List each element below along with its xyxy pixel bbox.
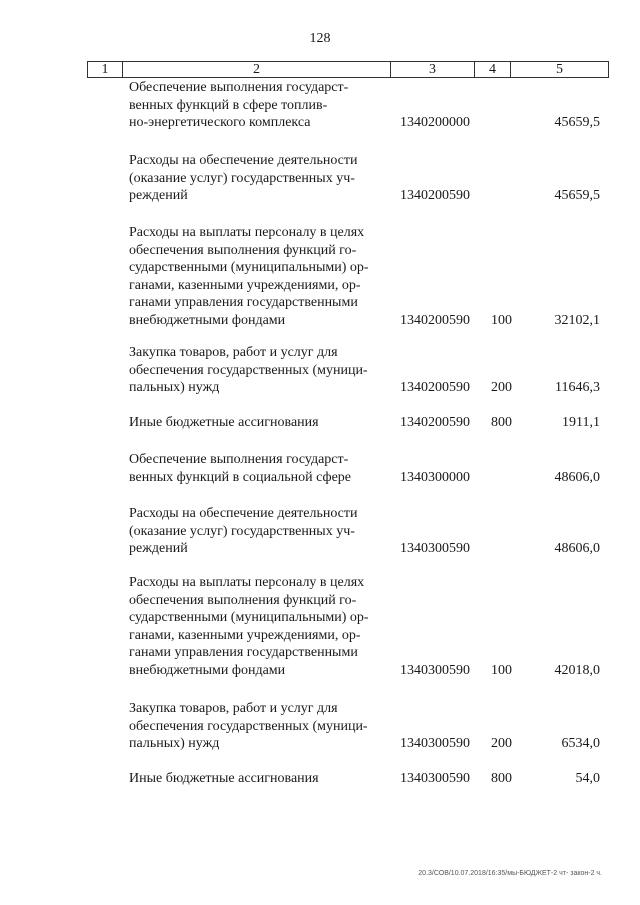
row-code: 1340200000 [400,115,470,130]
row-description: Расходы на выплаты персоналу в целях обеспечения выполнения функций го- сударственными (муниципальными) ор- ганами, казенными учреждениями, ор- ганами управления государственными внебюджетными фондами [129,225,369,328]
row-description: Обеспечение выполнения государст- венных функций в сфере топлив- но-энергетического комплекса [129,80,349,131]
row-code: 1340300590 [400,771,470,786]
row-amount: 48606,0 [554,541,600,556]
row-code: 1340200590 [400,313,470,328]
header-col-2: 2 [123,62,391,77]
row-amount: 45659,5 [554,188,600,203]
row-description: Расходы на выплаты персоналу в целях обеспечения выполнения функций го- сударственными (муниципальными) ор- ганами, казенными учреждениями, ор- ганами управления государственными внебюджетными фондами [129,575,369,678]
table-header [87,61,609,78]
row-amount: 42018,0 [554,663,600,678]
row-code: 1340200590 [400,380,470,395]
row-type: 800 [491,771,512,786]
header-col-4: 4 [475,62,511,77]
header-col-1: 1 [88,62,123,77]
row-description: Расходы на обеспечение деятельности (оказание услуг) государственных уч- реждений [129,506,358,557]
row-code: 1340200590 [400,188,470,203]
row-amount: 54,0 [575,771,600,786]
row-type: 200 [491,380,512,395]
row-amount: 6534,0 [561,736,600,751]
row-code: 1340300590 [400,663,470,678]
row-amount: 1911,1 [562,415,600,430]
row-type: 200 [491,736,512,751]
row-code: 1340300590 [400,541,470,556]
row-description: Иные бюджетные ассигнования [129,415,319,430]
row-code: 1340200590 [400,415,470,430]
row-amount: 45659,5 [554,115,600,130]
header-col-5: 5 [556,62,563,77]
row-type: 100 [491,313,512,328]
row-code: 1340300000 [400,470,470,485]
row-type: 100 [491,663,512,678]
row-description: Обеспечение выполнения государст- венных функций в социальной сфере [129,452,352,485]
row-amount: 48606,0 [554,470,600,485]
row-description: Закупка товаров, работ и услуг для обеспечения государственных (муници- пальных) нужд [129,701,368,752]
row-code: 1340300590 [400,736,470,751]
page-number: 128 [309,31,331,46]
row-description: Закупка товаров, работ и услуг для обеспечения государственных (муници- пальных) нужд [129,345,368,396]
footer-stamp: 20.3/СОВ/10.07.2018/16:35/мы-БЮДЖЕТ-2 чт- закон-2 ч. [418,870,602,877]
row-type: 800 [491,415,512,430]
header-col-3: 3 [391,62,475,77]
row-description: Расходы на обеспечение деятельности (оказание услуг) государственных уч- реждений [129,153,358,204]
row-amount: 11646,3 [555,380,600,395]
row-description: Иные бюджетные ассигнования [129,771,319,786]
row-amount: 32102,1 [554,313,600,328]
